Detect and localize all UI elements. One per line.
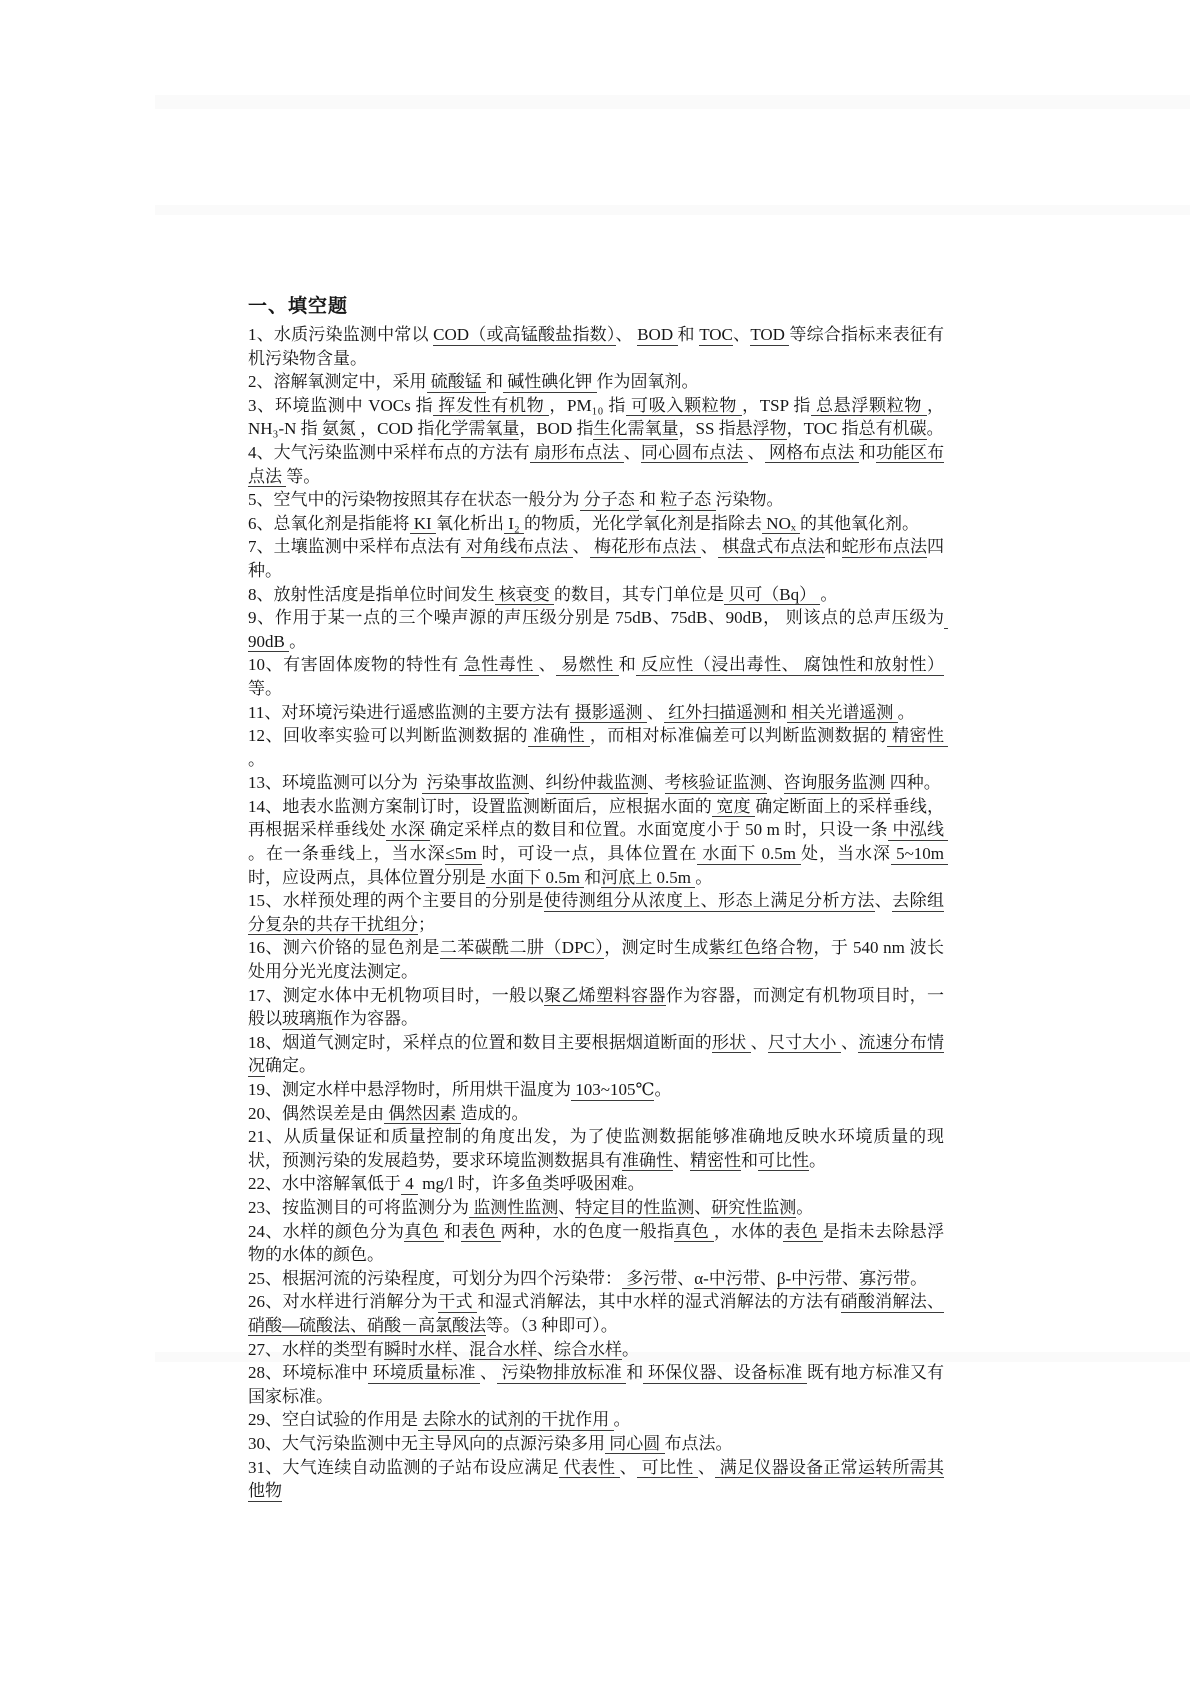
- question-text: 和湿式消解法，其中水样的湿式消解法的方法有: [477, 1292, 841, 1312]
- blank-answer: 研究性监测: [711, 1197, 797, 1217]
- blank-answer: 总悬浮颗粒物: [811, 395, 928, 415]
- question-text: ，水体的: [713, 1221, 784, 1241]
- question-text: 6、总氧化剂是指能将: [248, 513, 410, 533]
- question-text: ，SS 指: [678, 419, 736, 439]
- question: [248, 1031, 944, 1078]
- question-text: 。: [622, 1339, 639, 1359]
- question-text: 10、有害固体废物的特性有: [248, 655, 459, 675]
- question-text: 11、对环境污染进行遥感监测的主要方法有: [248, 702, 571, 722]
- question-text: 氧化析出: [435, 513, 504, 533]
- question: [248, 724, 949, 771]
- question-text: 的数目，其专门单位是: [554, 584, 724, 604]
- question-text: 19、测定水样中悬浮物时，所用烘干温度为: [248, 1080, 571, 1099]
- blank-answer: 网格布点法: [764, 442, 859, 462]
- question-text: 和: [626, 1363, 644, 1383]
- question: [248, 535, 944, 582]
- scan-artifact-band: [155, 205, 1190, 215]
- question-text: 和: [770, 702, 788, 722]
- blank-answer: 干式: [438, 1292, 478, 1312]
- blank-answer: 真色: [404, 1221, 444, 1241]
- blank-answer: 碱性碘化钾: [503, 372, 597, 392]
- question-text: 12、回收率实验可以判断监测数据的: [248, 726, 528, 746]
- question-text: 。: [809, 1150, 826, 1170]
- question-text: 、: [700, 537, 718, 557]
- question: [248, 488, 944, 512]
- question-text: 。: [613, 1410, 631, 1430]
- blank-answer: 可比性: [637, 1457, 698, 1477]
- question-text: ；: [418, 914, 435, 934]
- blank-answer: 使待测组分从浓度上、形态上满足分析方法: [543, 891, 875, 911]
- blank-answer: 污染物排放标准: [497, 1363, 627, 1383]
- question-text: 29、空白试验的作用是: [248, 1410, 418, 1430]
- scan-artifact-band: [155, 95, 1190, 109]
- question-text: 等。: [286, 466, 321, 486]
- blank-answer: 精密性: [690, 1150, 741, 1170]
- question-text: 26、对水样进行消解分为: [248, 1292, 439, 1312]
- question-text: 作为容器。: [333, 1009, 418, 1029]
- question-text: 14、地表水监测方案制订时，设置监测断面后，应根据水面的: [248, 796, 712, 816]
- blank-answer: 分子态: [579, 490, 639, 510]
- question-text: 作为固氧剂。: [596, 372, 699, 392]
- blank-answer: 103~105℃: [571, 1080, 655, 1099]
- question-text: 和: [639, 490, 656, 510]
- question-text: 、: [677, 1268, 695, 1288]
- question-text: 、: [452, 1339, 469, 1359]
- blank-answer: 90dB: [248, 608, 949, 651]
- question: [248, 583, 944, 607]
- question-text: 、: [747, 442, 765, 462]
- question-text: 15、水样预处理的两个主要目的分别是: [248, 891, 544, 911]
- question: [248, 1338, 944, 1362]
- question-text: 和: [486, 372, 503, 392]
- question-text: ，而相对标准偏差可以判断监测数据的: [589, 726, 888, 746]
- question-text: 27、水样的类型有: [248, 1339, 384, 1359]
- question-text: 20、偶然误差是由: [248, 1103, 384, 1123]
- question: [248, 1078, 944, 1102]
- question: [248, 1125, 944, 1172]
- question-text: 、: [759, 1268, 777, 1288]
- question-text: 、: [694, 1197, 712, 1217]
- question: [248, 1172, 944, 1196]
- question: [248, 606, 949, 653]
- blank-answer: 易燃性: [556, 655, 619, 675]
- question-text: 、: [874, 891, 893, 911]
- question-text: ，TSP 指: [742, 395, 812, 415]
- blank-answer: 生化需氧量: [593, 419, 679, 439]
- question: [248, 394, 949, 441]
- blank-answer: 混合水样: [469, 1339, 537, 1359]
- question: [248, 1408, 944, 1432]
- question: [248, 1102, 944, 1126]
- question-text: 。: [926, 419, 944, 439]
- question-text: 1、水质污染监测中常以: [248, 325, 434, 344]
- blank-answer: TOC: [699, 325, 733, 344]
- blank-answer: 环保仪器、设备标准: [643, 1363, 807, 1383]
- question-text: 、: [697, 1457, 716, 1477]
- blank-answer: 纠纷仲裁监测: [545, 773, 648, 793]
- blank-answer: 代表性: [558, 1457, 620, 1477]
- blank-answer: 多污带: [622, 1268, 678, 1288]
- question: [248, 701, 944, 725]
- question-text: 的物质，光化学氧化剂是指除去: [524, 513, 763, 533]
- blank-answer: 对角线布点法: [461, 537, 573, 557]
- blank-answer: 玻璃瓶: [282, 1009, 333, 1029]
- blank-answer: 蛇形布点法: [841, 537, 928, 557]
- blank-answer: 贝可（Bq）: [724, 584, 821, 604]
- blank-answer: 聚乙烯塑料容器: [543, 985, 666, 1005]
- blank-answer: 相关光谱遥测: [787, 702, 898, 722]
- blank-answer: 形状: [711, 1032, 751, 1052]
- blank-answer: 尺寸大小: [767, 1032, 842, 1052]
- question-text: 、: [646, 702, 664, 722]
- question-text: 21、从质量保证和质量控制的角度出发，为了使监测数据能够准确地反映水环境质量的现状，预测污染的发展趋势，要求环境监测数据具有: [248, 1127, 944, 1170]
- question-text: 24、水样的颜色分为: [248, 1221, 405, 1241]
- question-text: 作为容器，而测定有机物项目时，一般以: [248, 985, 945, 1029]
- question-text: 布点法。: [664, 1433, 733, 1453]
- blank-answer: 环境质量标准: [368, 1363, 481, 1383]
- question-text: 和: [584, 867, 602, 887]
- question: [248, 1361, 944, 1408]
- question-text: 、: [572, 537, 590, 557]
- question-text: ， NH₃-N 指: [248, 395, 949, 439]
- question: [248, 795, 949, 889]
- blank-answer: 考核验证监测: [664, 773, 767, 793]
- blank-answer: 表色: [783, 1221, 823, 1241]
- blank-answer: 氨氮: [317, 419, 361, 439]
- blank-answer: TOD: [750, 325, 790, 344]
- blank-answer: 中泓线: [887, 820, 949, 840]
- question-text: 和: [677, 325, 700, 344]
- question-text: ，COD 指: [360, 419, 435, 439]
- blank-answer: 反应性（浸出毒性、 腐蚀性和放射性）: [636, 655, 945, 675]
- question-text: ，于 540 nm 波长处用分光光度法测定。: [248, 938, 945, 982]
- question: [248, 441, 944, 488]
- blank-answer: 瞬时水样: [384, 1339, 452, 1359]
- question-text: 。: [796, 1197, 814, 1217]
- blank-answer: 河底上 0.5m: [601, 867, 696, 887]
- question-text: 。: [248, 749, 265, 769]
- question-text: 确定断面上的采样垂线，再根据采样垂线处: [248, 796, 945, 840]
- question-text: 。: [654, 1080, 672, 1099]
- question: [248, 936, 944, 983]
- blank-answer: 准确性: [527, 726, 590, 746]
- question-text: 、: [750, 1032, 768, 1052]
- blank-answer: 挥发性有机物: [433, 395, 550, 415]
- question: [248, 1432, 944, 1456]
- blank-answer: 水深: [386, 820, 430, 840]
- question-text: 、: [619, 1457, 638, 1477]
- question-text: 16、测六价铬的显色剂是: [248, 938, 440, 958]
- question-text: 造成的。: [460, 1103, 529, 1123]
- question-text: 8、放射性活度是指单位时间发生: [248, 584, 495, 604]
- question-text: 23、按监测目的可将监测分为: [248, 1197, 469, 1217]
- question-text: 污染物。: [715, 490, 784, 510]
- question-text: 两种，水的色度一般指: [500, 1221, 675, 1241]
- blank-answer: 硫酸锰: [426, 372, 486, 392]
- question-text: 四种。: [889, 773, 941, 793]
- question-text: 的其他氧化剂。: [800, 513, 920, 533]
- blank-answer: 红外扫描遥测: [663, 702, 771, 722]
- blank-answer: I₂: [503, 513, 525, 533]
- question-text: 、: [732, 325, 751, 344]
- question-text: 、: [673, 1150, 690, 1170]
- blank-answer: 总有机碳: [858, 419, 927, 439]
- question-text: 。: [820, 584, 838, 604]
- question: [248, 323, 944, 370]
- question: [248, 1267, 944, 1291]
- question-text: 31、大气连续自动监测的子站布设应满足: [248, 1457, 559, 1477]
- blank-answer: 满足仪器设备正常运转所需其他物: [248, 1457, 945, 1501]
- question: [248, 771, 944, 795]
- blank-answer: COD（或高锰酸盐指数）: [433, 325, 616, 344]
- question-text: 、: [480, 1363, 498, 1383]
- section-heading: 一、填空题: [248, 296, 349, 317]
- blank-answer: 粒子态: [656, 490, 716, 510]
- blank-answer: 监测性监测: [469, 1197, 559, 1217]
- question-text: 是指未去除悬浮物的水体的颜色。: [248, 1221, 945, 1265]
- question-text: 2、溶解氧测定中，采用: [248, 372, 427, 392]
- question-text: ，BOD 指: [519, 419, 594, 439]
- question-text: 13、环境监测可以分为: [248, 773, 423, 793]
- question-text: 、: [647, 773, 665, 793]
- blank-answer: 摄影遥测: [570, 702, 647, 722]
- blank-answer: 硝酸消解法、硝酸—硫酸法、硝酸－高氯酸法: [248, 1292, 945, 1335]
- blank-answer: 二苯碳酰二肼（DPC）: [439, 938, 605, 958]
- question-text: 、: [615, 325, 638, 344]
- question: [248, 512, 944, 536]
- question-text: 时，应设两点，具体位置分别是: [248, 867, 486, 887]
- question-text: 30、大气污染监测中无主导风向的点源污染多用: [248, 1433, 605, 1453]
- question-text: 。: [695, 867, 713, 887]
- blank-answer: 悬浮物: [735, 419, 787, 439]
- question-text: 。: [910, 1268, 928, 1288]
- question-text: 17、测定水体中无机物项目时，一般以: [248, 985, 544, 1005]
- question-text: 25、根据河流的污染程度，可划分为四个污染带：: [248, 1268, 622, 1288]
- question-text: 等。: [248, 678, 282, 698]
- blank-answer: 同心圆布点法: [640, 442, 748, 462]
- question-text: 、: [766, 773, 784, 793]
- question-text: 和: [741, 1150, 758, 1170]
- blank-answer: 偶然因素: [384, 1103, 461, 1123]
- blank-answer: KI: [409, 513, 436, 533]
- question-text: 和: [618, 655, 637, 675]
- blank-answer: 精密性: [887, 726, 949, 746]
- question: [248, 1456, 944, 1503]
- question: [248, 984, 944, 1031]
- question-text: 处，当水深: [801, 844, 891, 864]
- blank-answer: 梅花形布点法: [589, 537, 701, 557]
- question-text: ，TOC 指: [786, 419, 859, 439]
- blank-answer: 寡污带: [859, 1268, 911, 1288]
- question-text: 四种。: [248, 537, 945, 580]
- blank-answer: 污染事故监测: [422, 773, 529, 793]
- blank-answer: 同心圆: [605, 1433, 665, 1453]
- text-block: [248, 291, 949, 1503]
- blank-answer: 可比性: [758, 1150, 809, 1170]
- question-text: 、: [841, 1032, 859, 1052]
- blank-answer: α-中污带: [694, 1268, 760, 1288]
- question: [248, 653, 944, 700]
- blank-answer: 功能区布点法: [248, 442, 945, 486]
- blank-answer: NOₓ: [762, 513, 801, 533]
- question-text: 22、水中溶解氧低于: [248, 1174, 401, 1194]
- question: [248, 370, 944, 394]
- blank-answer: 紫红色络合物: [708, 938, 814, 958]
- blank-answer: 核衰变: [494, 584, 554, 604]
- blank-answer: 综合水样: [554, 1339, 622, 1359]
- question-text: 和: [858, 442, 876, 462]
- blank-answer: 咨询服务监测: [783, 773, 890, 793]
- blank-answer: 真色: [674, 1221, 714, 1241]
- blank-answer: 去除组分复杂的共存干扰组分: [248, 891, 945, 934]
- blank-answer: 4: [401, 1174, 418, 1194]
- question-text: 5、空气中的污染物按照其存在状态一般分为: [248, 490, 580, 510]
- question-text: 和: [824, 537, 842, 557]
- question-text: 、: [623, 442, 641, 462]
- question: [248, 889, 944, 936]
- question-text: 、: [537, 1339, 554, 1359]
- blank-answer: 急性毒性: [458, 655, 539, 675]
- blank-answer: 表色: [461, 1221, 501, 1241]
- question-text: 。: [289, 631, 307, 651]
- blank-answer: 化学需氧量: [434, 419, 520, 439]
- question-text: mg/l 时，许多鱼类呼吸困难。: [418, 1174, 645, 1194]
- question-text: 、: [842, 1268, 860, 1288]
- question-text: ，PM₁₀ 指: [549, 395, 627, 415]
- blank-answer: 准确性: [622, 1150, 673, 1170]
- question-text: 、: [528, 773, 546, 793]
- question-text: 28、环境标准中: [248, 1363, 369, 1383]
- question-text: 18、烟道气测定时，采样点的位置和数目主要根据烟道断面的: [248, 1032, 712, 1052]
- blank-answer: 棋盘式布点法: [717, 537, 825, 557]
- question-text: 7、土壤监测中采样布点法有: [248, 537, 462, 557]
- blank-answer: 5~10m: [890, 844, 949, 864]
- blank-answer: ≤5m: [445, 844, 482, 864]
- question-text: 。在一条垂线上，当水深: [248, 844, 446, 864]
- question-text: 确定采样点的数目和位置。水面宽度小于 50 m 时，只设一条: [429, 820, 888, 840]
- question-text: 既有地方标准又有国家标准。: [248, 1363, 945, 1406]
- question-text: 时，可设一点，具体位置在: [481, 844, 698, 864]
- question-text: 和: [443, 1221, 462, 1241]
- question-text: 确定。: [265, 1056, 316, 1076]
- question-text: 等综合指标来表征有机污染物含量。: [248, 325, 945, 368]
- question-text: 、: [558, 1197, 576, 1217]
- blank-answer: 去除水的试剂的干扰作用: [418, 1410, 614, 1430]
- blank-answer: 水面下 0.5m: [697, 844, 802, 864]
- blank-answer: 扇形布点法: [529, 442, 624, 462]
- blank-answer: 宽度: [711, 796, 756, 816]
- blank-answer: β-中污带: [776, 1268, 843, 1288]
- blank-answer: BOD: [637, 325, 678, 344]
- question-list: [248, 323, 949, 1503]
- question: [248, 1196, 944, 1220]
- blank-answer: 可吸入颗粒物: [626, 395, 743, 415]
- question-text: 4、大气污染监测中采样布点的方法有: [248, 442, 530, 462]
- question-text: 。: [897, 702, 915, 722]
- question-text: ，测定时生成: [604, 938, 709, 958]
- question-text: 3、环境监测中 VOCs 指: [248, 395, 434, 415]
- question: [248, 1220, 944, 1267]
- question-text: 等。（3 种即可）。: [486, 1315, 618, 1335]
- blank-answer: 特定目的性监测: [575, 1197, 695, 1217]
- question: [248, 1290, 944, 1337]
- question-text: 9、作用于某一点的三个噪声源的声压级分别是 75dB、75dB、90dB， 则该点的总声压级为: [248, 608, 944, 628]
- blank-answer: 流速分布情况: [248, 1032, 945, 1076]
- blank-answer: 水面下 0.5m: [486, 867, 585, 887]
- question-text: 、: [538, 655, 557, 675]
